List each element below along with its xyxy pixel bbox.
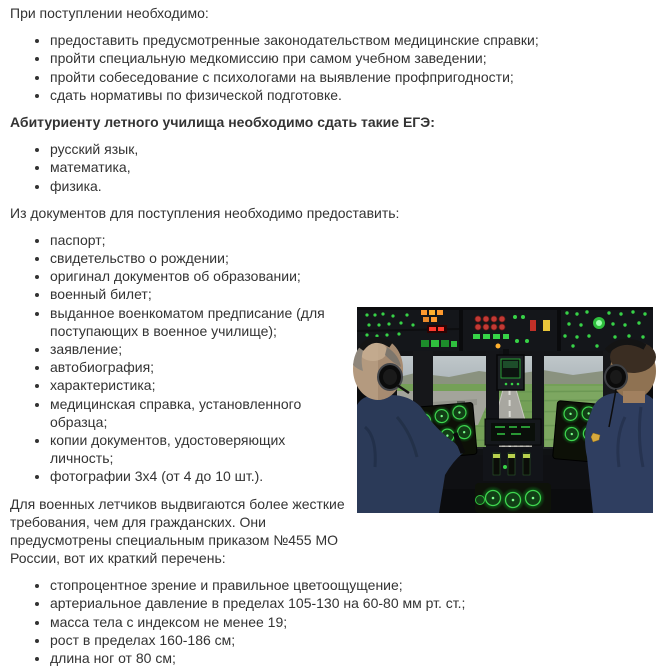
ege-heading: Абитуриенту летного училища необходимо сдать такие ЕГЭ:	[10, 113, 435, 130]
documents-intro-paragraph: Из документов для поступления необходимо предоставить:	[10, 204, 400, 221]
throttle-quadrant	[493, 453, 530, 475]
list-item: • физика.	[50, 177, 649, 195]
list-item: • математика,	[50, 158, 649, 176]
ege-subjects-list	[10, 140, 649, 195]
amber-light	[496, 344, 501, 349]
intro-paragraph: При поступлении необходимо:	[10, 5, 209, 21]
list-item: • пройти специальную медкомиссию при самом учебном заведении;	[50, 49, 649, 67]
list-item: • стопроцентное зрение и правильное цветоощущение;	[50, 576, 649, 594]
military-requirements-list	[10, 576, 649, 667]
list-item: • выданное военкоматом предписание (для поступающих в военное училище);	[50, 304, 350, 340]
list-item: • медицинская справка, установленного образца;	[50, 395, 350, 431]
list-item: • паспорт;	[50, 231, 350, 249]
red-light	[530, 320, 536, 331]
list-item: • длина ног от 80 см;	[50, 649, 649, 667]
admission-steps-list	[10, 31, 649, 104]
list-item: • заявление;	[50, 340, 350, 358]
list-item: • автобиография;	[50, 358, 350, 376]
center-pedestal	[475, 419, 551, 513]
list-item: • артериальное давление в пределах 105-130 на 60-80 мм рт. ст.;	[50, 594, 649, 612]
list-item: • пройти собеседование с психологами на выявление профпригодности;	[50, 68, 649, 86]
list-item: • сдать нормативы по физической подготовке.	[50, 86, 649, 104]
list-item: • оригинал документов об образовании;	[50, 267, 350, 285]
flight-simulator-cockpit-photo	[357, 307, 653, 513]
list-item: • русский язык,	[50, 140, 649, 158]
yellow-light	[543, 320, 550, 331]
list-item: • свидетельство о рождении;	[50, 249, 350, 267]
military-requirements-paragraph: Для военных летчиков выдвигаются более жесткие требования, чем для гражданских. Они предусмотрены специальным приказом №455 МО России, вот их краткий перечень:	[10, 495, 345, 567]
list-item: • рост в пределах 160-186 см;	[50, 631, 649, 649]
list-item: • копии документов, удостоверяющих личность;	[50, 431, 350, 467]
list-item: • характеристика;	[50, 376, 350, 394]
list-item: • предоставить предусмотренные законодательством медицинские справки;	[50, 31, 649, 49]
list-item: • масса тела с индексом не менее 19;	[50, 613, 649, 631]
center-standby-instrument	[497, 349, 524, 390]
list-item: • фотографии 3х4 (от 4 до 10 шт.).	[50, 467, 350, 485]
list-item: • военный билет;	[50, 285, 350, 303]
overhead-panel	[357, 307, 653, 351]
